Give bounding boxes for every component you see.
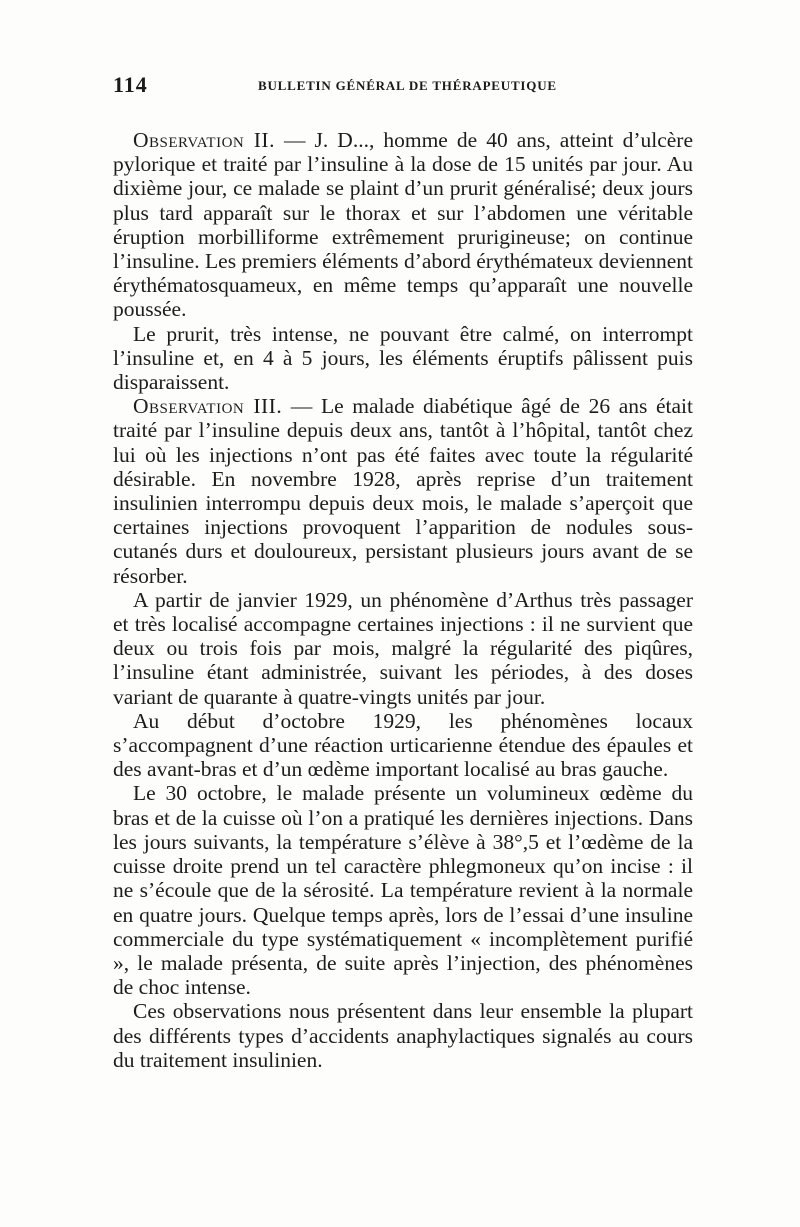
paragraph-text: — J. D..., homme de 40 ans, atteint d’ulcère pylorique et traité par l’insuline à la dose de 15 unités par jour. Au dixième jour, ce malade se plaint d’un prurit généralisé; deux jours plus tard apparaît sur le thorax et sur l’abdomen une véritable éruption morbilliforme extrêmement prurigineuse; on continue l’insuline. Les premiers éléments d’abord érythémateux deviennent érythématosquameux, en même temps qu’apparaît une nouvelle poussée. [113, 128, 693, 322]
paragraph-text: Le prurit, très intense, ne pouvant être calmé, on interrompt l’insuline et, en 4 à 5 jours, les éléments éruptifs pâlissent puis disparaissent. [113, 321, 693, 395]
paragraph-text: Ces observations nous présentent dans leur ensemble la plupart des différents types d’accidents anaphylactiques signalés au cours du traitement insulinien. [113, 999, 693, 1072]
running-header [113, 72, 693, 102]
paragraph-janvier-1929 [113, 588, 693, 709]
body-text [113, 128, 693, 1072]
paragraph-30-octobre [113, 781, 693, 999]
paragraph-text: — Le malade diabétique âgé de 26 ans était traité par l’insuline depuis deux ans, tantôt à l’hôpital, tantôt chez lui où les injections n’ont pas été faites avec toute la régularité désirable. En novembre 1928, après reprise d’un traitement insulinien interrompu depuis deux mois, le malade s’aperçoit que certaines injections provoquent l’apparition de nodules sous-cutanés durs et douloureux, persistant plusieurs jours avant de se résorber. [113, 394, 693, 588]
running-title: BULLETIN GÉNÉRAL DE THÉRAPEUTIQUE [258, 78, 557, 93]
paragraph-text: Au début d’octobre 1929, les phénomènes locaux s’accompagnent d’une réaction urticarienne étendue des épaules et des avant-bras et d’un œdème important localisé au bras gauche. [113, 708, 693, 782]
paragraph-observation-3 [113, 394, 693, 588]
paragraph-text: Le 30 octobre, le malade présente un volumineux œdème du bras et de la cuisse où l’on a pratiqué les dernières injections. Dans les jours suivants, la température s’élève à 38°,5 et l’œdème de la cuisse droite prend un tel caractère phlegmoneux qu’on incise : il ne s’écoule que de la sérosité. La température revient à la normale en quatre jours. Quelque temps après, lors de l’essai d’une insuline commerciale du type systématiquement « incomplètement purifié », le malade présenta, de suite après l’injection, des phénomènes de choc intense. [113, 781, 693, 1000]
paragraph-octobre-1929 [113, 709, 693, 782]
paragraph-conclusion [113, 999, 693, 1072]
page-number: 114 [113, 72, 148, 97]
observation-heading: Observation II. [133, 128, 275, 152]
paragraph-text: A partir de janvier 1929, un phénomène d’Arthus très passager et très localisé accompagne certaines injections : il ne survient que deux ou trois fois par mois, malgré la régularité des piqûres, l’insuline étant administrée, suivant les périodes, à des doses variant de quarante à quatre-vingts unités par jour. [113, 587, 693, 709]
paragraph-prurit [113, 322, 693, 395]
paragraph-observation-2 [113, 128, 693, 322]
observation-heading: Observation III. [133, 394, 283, 419]
